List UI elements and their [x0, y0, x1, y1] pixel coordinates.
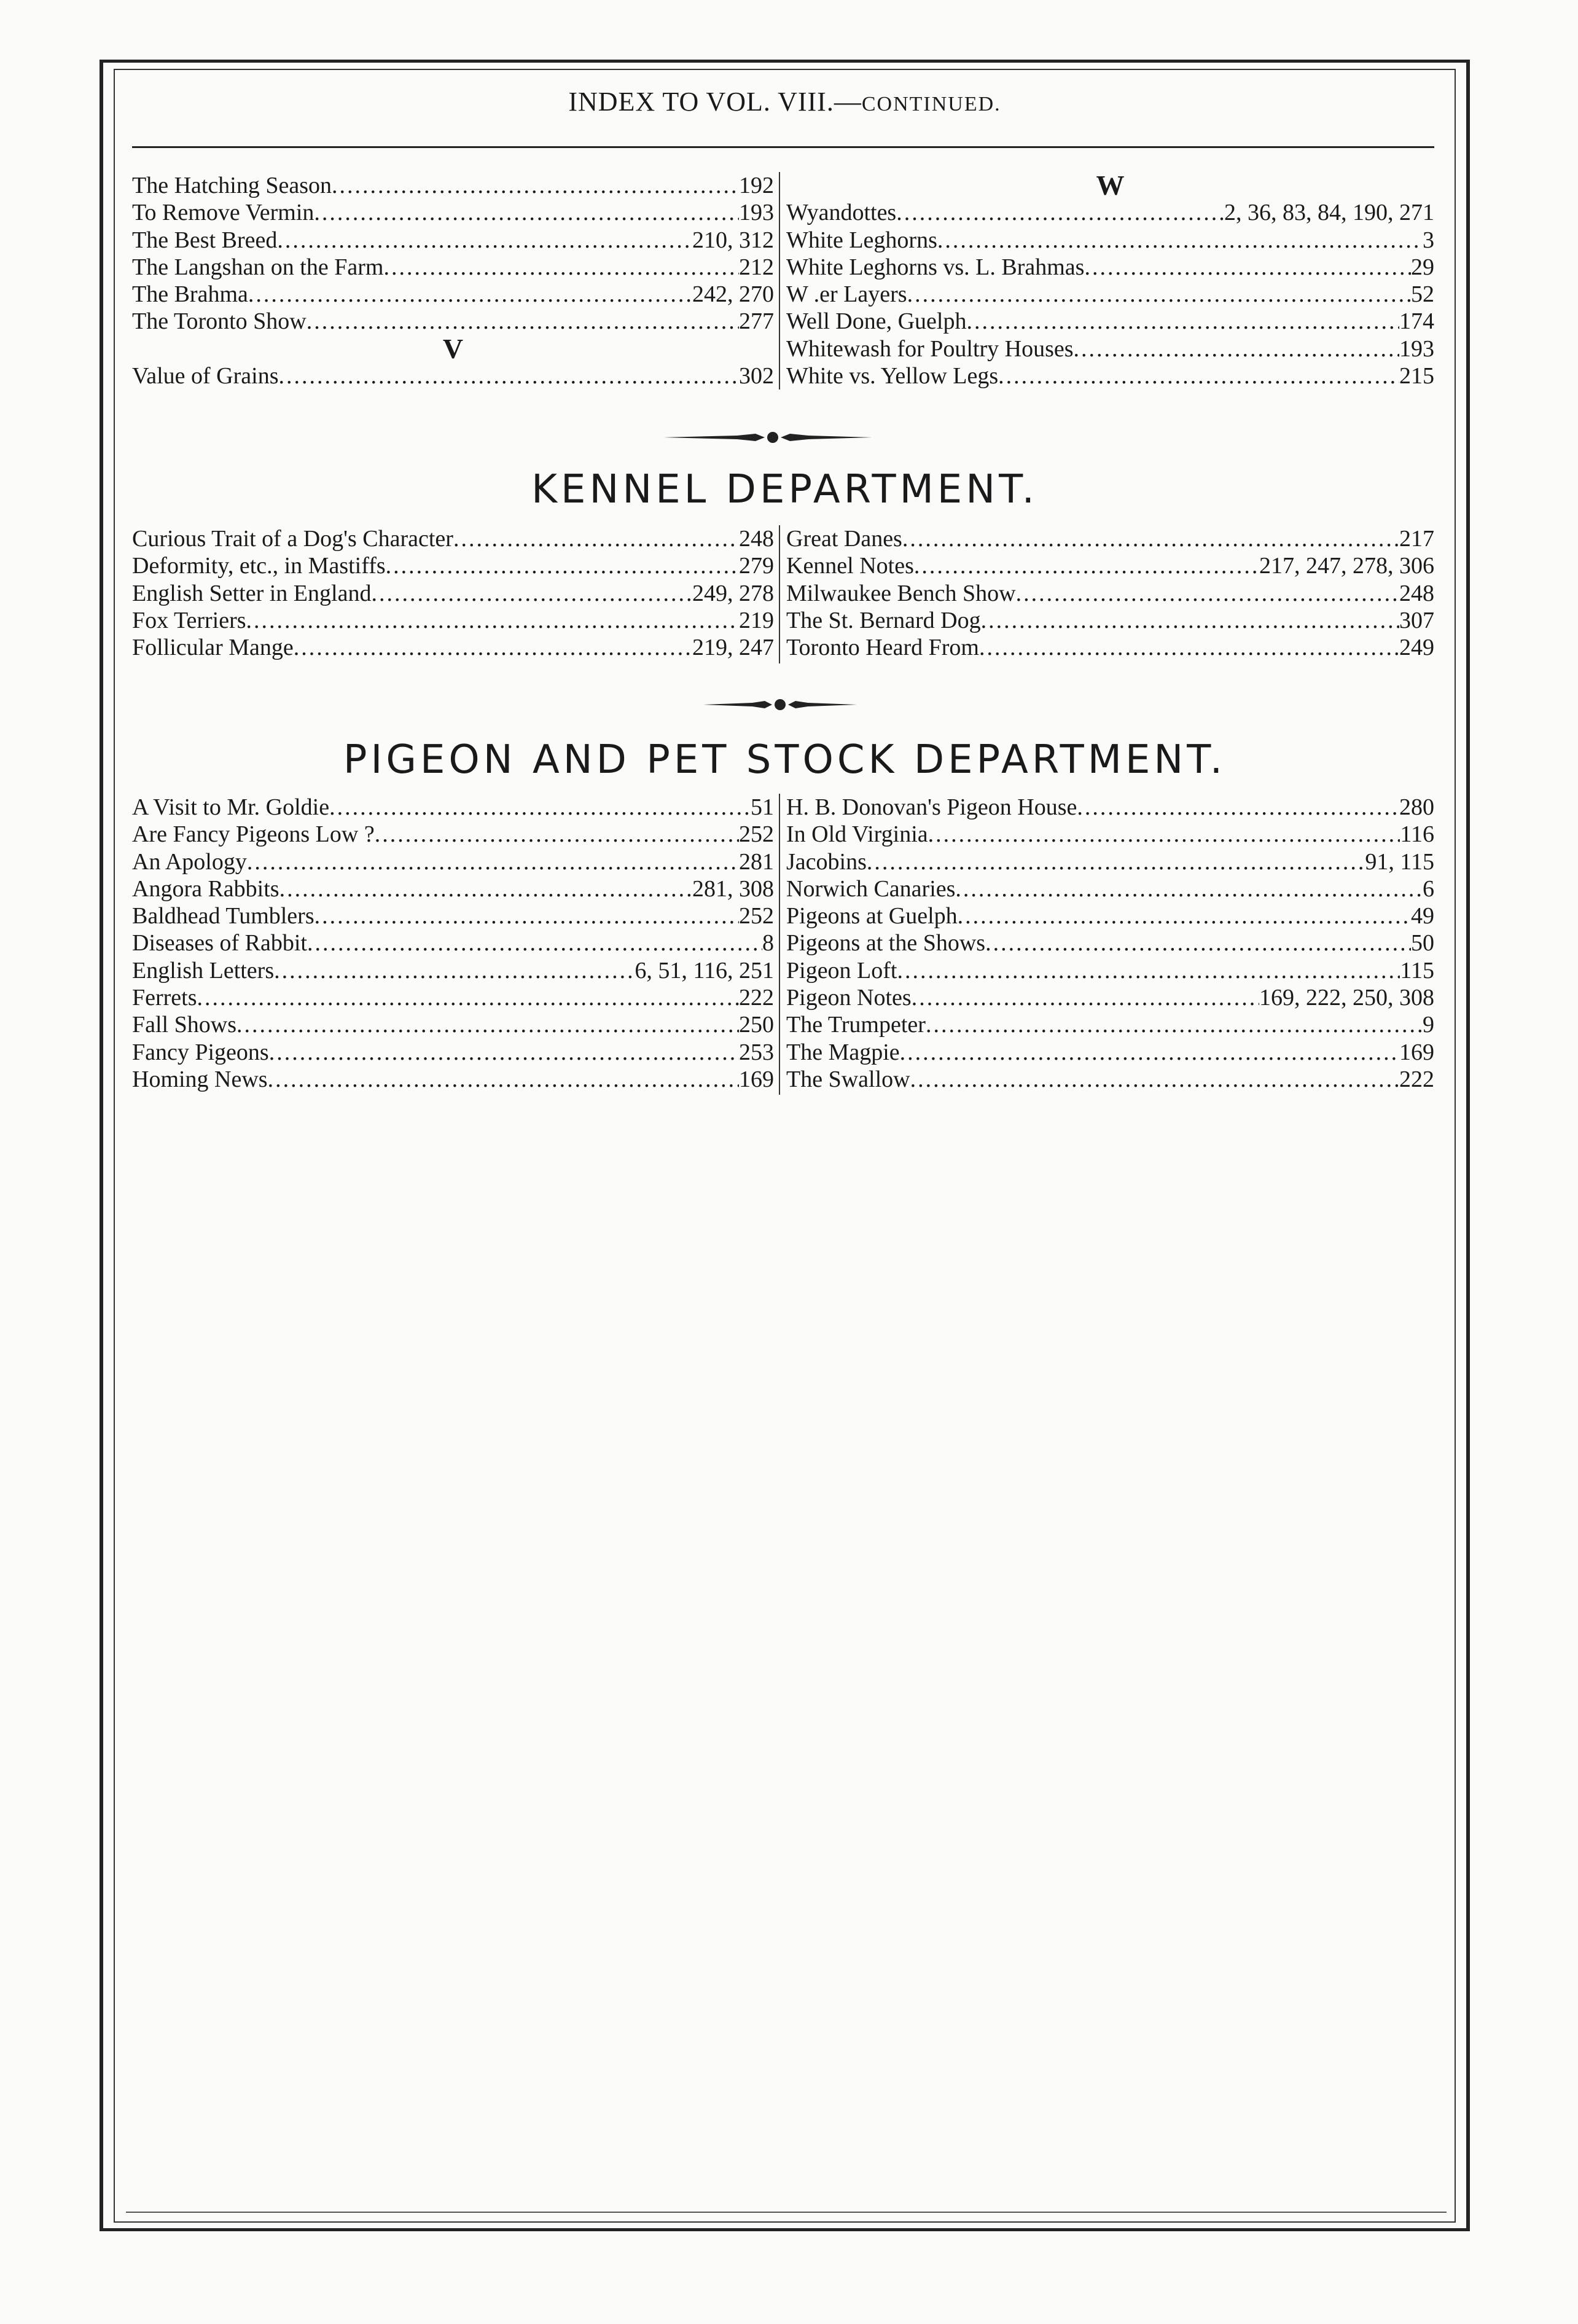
entry-title: To Remove Vermin [132, 200, 314, 226]
index-entry [132, 607, 774, 634]
entry-pages: 6 [1423, 875, 1434, 902]
entry-pages: 29 [1411, 254, 1434, 280]
entry-pages: 2, 36, 83, 84, 190, 271 [1224, 200, 1434, 226]
index-entry [786, 335, 1434, 362]
entry-title: W .er Layers [786, 281, 907, 308]
index-entry [786, 634, 1434, 661]
entry-title: Fox Terriers [132, 607, 246, 633]
dot-leader [294, 634, 692, 661]
entry-pages: 250 [739, 1012, 774, 1038]
entry-title: The Magpie [786, 1039, 900, 1065]
dot-leader [1084, 254, 1411, 281]
column-divider [779, 172, 780, 389]
entry-pages: 8 [762, 930, 774, 957]
entry-title: The Toronto Show [132, 308, 307, 335]
index-entry [786, 362, 1434, 389]
entry-title: Follicular Mange [132, 635, 294, 661]
entry-pages: 253 [739, 1039, 774, 1065]
dot-leader [926, 1011, 1423, 1038]
dot-leader [371, 580, 692, 607]
dot-leader [375, 821, 739, 848]
index-entry [786, 281, 1434, 308]
dot-leader [955, 875, 1423, 902]
dot-leader [937, 227, 1423, 254]
dot-leader [1074, 335, 1399, 362]
kennel-section-title: KENNEL DEPARTMENT. [531, 467, 1038, 512]
bottom-rule [126, 2212, 1447, 2213]
dot-leader [966, 308, 1399, 335]
index-entry [132, 254, 774, 281]
dot-leader [383, 254, 739, 281]
dot-leader [896, 199, 1224, 226]
entry-title: H. B. Donovan's Pigeon House [786, 794, 1077, 820]
index-entry [132, 580, 774, 607]
dot-leader [907, 281, 1411, 308]
dot-leader [897, 957, 1400, 984]
dot-leader [981, 607, 1399, 634]
index-entry [132, 1011, 774, 1038]
dot-leader [248, 281, 692, 308]
entry-pages: 217 [1399, 526, 1434, 552]
index-entry [132, 929, 774, 957]
entry-title: The Swallow [786, 1066, 910, 1092]
index-entry [786, 821, 1434, 848]
entry-title: White vs. Yellow Legs [786, 363, 999, 389]
dot-leader [247, 848, 739, 875]
index-entry [132, 875, 774, 902]
dot-leader [307, 308, 739, 335]
entry-pages: 169 [1399, 1039, 1434, 1065]
index-entry [786, 902, 1434, 929]
column-divider [779, 525, 780, 663]
index-entry [132, 848, 774, 875]
index-entry [786, 580, 1434, 607]
entry-title: Angora Rabbits [132, 875, 279, 902]
dot-leader [912, 984, 1259, 1011]
entry-pages: 279 [739, 553, 774, 579]
entry-title: Pigeon Notes [786, 985, 912, 1011]
entry-title: Norwich Canaries [786, 875, 956, 902]
dot-leader [928, 821, 1400, 848]
entry-title: Toronto Heard From [786, 635, 979, 661]
entry-title: White Leghorns vs. L. Brahmas [786, 254, 1085, 280]
entry-title: A Visit to Mr. Goldie [132, 794, 330, 820]
dot-leader [197, 984, 739, 1011]
dot-leader [329, 794, 751, 821]
entry-pages: 302 [739, 363, 774, 389]
index-entry [132, 794, 774, 821]
index-entry [786, 552, 1434, 579]
entry-pages: 51 [751, 794, 774, 820]
entry-pages: 50 [1411, 930, 1434, 957]
dot-leader [1077, 794, 1399, 821]
dot-leader [914, 552, 1259, 579]
index-entry [132, 552, 774, 579]
entry-title: Fall Shows [132, 1012, 236, 1038]
dot-leader [1016, 580, 1399, 607]
entry-pages: 169, 222, 250, 308 [1259, 985, 1434, 1011]
column-divider [779, 794, 780, 1095]
ornament-divider [663, 430, 872, 445]
dot-leader [979, 634, 1399, 661]
index-entry [786, 957, 1434, 984]
dot-leader [998, 362, 1399, 389]
index-entry [786, 1066, 1434, 1093]
dot-leader [910, 1066, 1399, 1093]
entry-pages: 49 [1411, 903, 1434, 929]
entry-pages: 116 [1400, 821, 1434, 848]
entry-pages: 277 [739, 308, 774, 335]
entry-pages: 248 [1399, 580, 1434, 606]
entry-title: White Leghorns [786, 227, 937, 253]
entry-title: Homing News [132, 1066, 268, 1092]
poultry-right-column [786, 172, 1434, 389]
page-header [114, 86, 1456, 117]
index-entry [132, 984, 774, 1011]
index-entry [132, 525, 774, 552]
dot-leader [236, 1011, 739, 1038]
index-entry [786, 607, 1434, 634]
entry-title: Pigeons at the Shows [786, 930, 986, 957]
entry-title: The Brahma [132, 281, 248, 308]
entry-pages: 193 [1399, 335, 1434, 362]
index-entry [786, 227, 1434, 254]
entry-pages: 219, 247 [692, 635, 774, 661]
dot-leader [985, 929, 1411, 957]
dot-leader [279, 875, 692, 902]
entry-pages: 280 [1399, 794, 1434, 820]
entry-pages: 249 [1399, 635, 1434, 661]
entry-pages: 174 [1399, 308, 1434, 335]
entry-title: Baldhead Tumblers [132, 903, 314, 929]
index-entry [786, 254, 1434, 281]
index-entry [786, 1011, 1434, 1038]
dot-leader [277, 227, 692, 254]
index-entry [132, 362, 774, 389]
entry-pages: 281, 308 [692, 875, 774, 902]
index-entry [132, 957, 774, 984]
entry-pages: 249, 278 [692, 580, 774, 606]
entry-title: Whitewash for Poultry Houses [786, 335, 1074, 362]
entry-title: Great Danes [786, 526, 902, 552]
entry-pages: 252 [739, 903, 774, 929]
index-entry [786, 199, 1434, 226]
index-letter-heading: V [442, 332, 464, 364]
entry-pages: 3 [1423, 227, 1434, 253]
kennel-right-column [786, 525, 1434, 661]
header-rule [132, 146, 1434, 148]
ornament-divider [703, 697, 857, 712]
entry-title: Value of Grains [132, 363, 279, 389]
entry-pages: 219 [739, 607, 774, 633]
pigeon-left-column [132, 794, 774, 1093]
entry-pages: 222 [1399, 1066, 1434, 1092]
index-entry [786, 308, 1434, 335]
dot-leader [268, 1066, 739, 1093]
dot-leader [867, 848, 1365, 875]
entry-pages: 212 [739, 254, 774, 280]
entry-pages: 6, 51, 116, 251 [635, 957, 774, 984]
entry-title: An Apology [132, 848, 247, 875]
pigeon-section-title: PIGEON AND PET STOCK DEPARTMENT. [343, 737, 1227, 783]
entry-pages: 169 [739, 1066, 774, 1092]
dot-leader [902, 525, 1399, 552]
entry-title: English Setter in England [132, 580, 372, 606]
entry-title: Milwaukee Bench Show [786, 580, 1016, 606]
entry-title: The Best Breed [132, 227, 278, 253]
index-entry [132, 1039, 774, 1066]
index-entry [132, 308, 774, 335]
index-entry [132, 902, 774, 929]
entry-title: The Trumpeter [786, 1012, 926, 1038]
poultry-left-column [132, 172, 774, 389]
entry-pages: 222 [739, 985, 774, 1011]
dot-leader [278, 362, 739, 389]
index-entry [132, 821, 774, 848]
entry-pages: 91, 115 [1365, 848, 1434, 875]
entry-pages: 210, 312 [692, 227, 774, 253]
index-entry [786, 794, 1434, 821]
entry-pages: 215 [1399, 363, 1434, 389]
entry-pages: 242, 270 [692, 281, 774, 308]
entry-title: Deformity, etc., in Mastiffs [132, 553, 386, 579]
entry-title: Pigeons at Guelph [786, 903, 958, 929]
index-entry [132, 634, 774, 661]
dot-leader [386, 552, 739, 579]
index-entry [132, 172, 774, 199]
entry-pages: 9 [1423, 1012, 1434, 1038]
pigeon-right-column [786, 794, 1434, 1093]
index-entry [786, 929, 1434, 957]
dot-leader [246, 607, 739, 634]
entry-title: Pigeon Loft [786, 957, 897, 984]
index-entry [786, 875, 1434, 902]
entry-pages: 307 [1399, 607, 1434, 633]
index-entry [132, 199, 774, 226]
entry-title: Kennel Notes [786, 553, 914, 579]
entry-title: Wyandottes [786, 200, 897, 226]
entry-pages: 217, 247, 278, 306 [1259, 553, 1434, 579]
dot-leader [314, 199, 739, 226]
entry-title: Well Done, Guelph [786, 308, 967, 335]
entry-title: Fancy Pigeons [132, 1039, 269, 1065]
entry-pages: 52 [1411, 281, 1434, 308]
index-entry [132, 1066, 774, 1093]
entry-title: Jacobins [786, 848, 867, 875]
entry-pages: 192 [739, 173, 774, 198]
dot-leader [900, 1039, 1399, 1066]
dot-leader [453, 525, 739, 552]
index-letter-heading: W [1096, 170, 1125, 201]
dot-leader [269, 1039, 739, 1066]
page-border-inner [114, 69, 1456, 2223]
index-entry [786, 525, 1434, 552]
entry-pages: 252 [739, 821, 774, 848]
header-continued: CONTINUED. [861, 93, 1001, 115]
entry-pages: 281 [739, 848, 774, 875]
header-title: INDEX TO VOL. VIII.— [568, 87, 862, 117]
entry-title: The Hatching Season [132, 173, 332, 198]
entry-title: Ferrets [132, 985, 197, 1011]
entry-pages: 248 [739, 526, 774, 552]
index-entry [132, 227, 774, 254]
entry-title: The Langshan on the Farm [132, 254, 384, 280]
dot-leader [307, 929, 762, 957]
kennel-left-column [132, 525, 774, 661]
entry-title: The St. Bernard Dog [786, 607, 981, 633]
dot-leader [332, 172, 739, 199]
dot-leader [314, 902, 739, 929]
entry-title: English Letters [132, 957, 275, 984]
entry-title: Are Fancy Pigeons Low ? [132, 821, 375, 848]
index-entry [786, 984, 1434, 1011]
entry-title: In Old Virginia [786, 821, 928, 848]
index-entry [786, 848, 1434, 875]
entry-title: Curious Trait of a Dog's Character [132, 526, 453, 552]
entry-title: Diseases of Rabbit [132, 930, 307, 957]
index-entry [786, 1039, 1434, 1066]
entry-pages: 193 [739, 200, 774, 226]
dot-leader [274, 957, 635, 984]
entry-pages: 115 [1400, 957, 1434, 984]
index-entry [132, 281, 774, 308]
dot-leader [958, 902, 1411, 929]
